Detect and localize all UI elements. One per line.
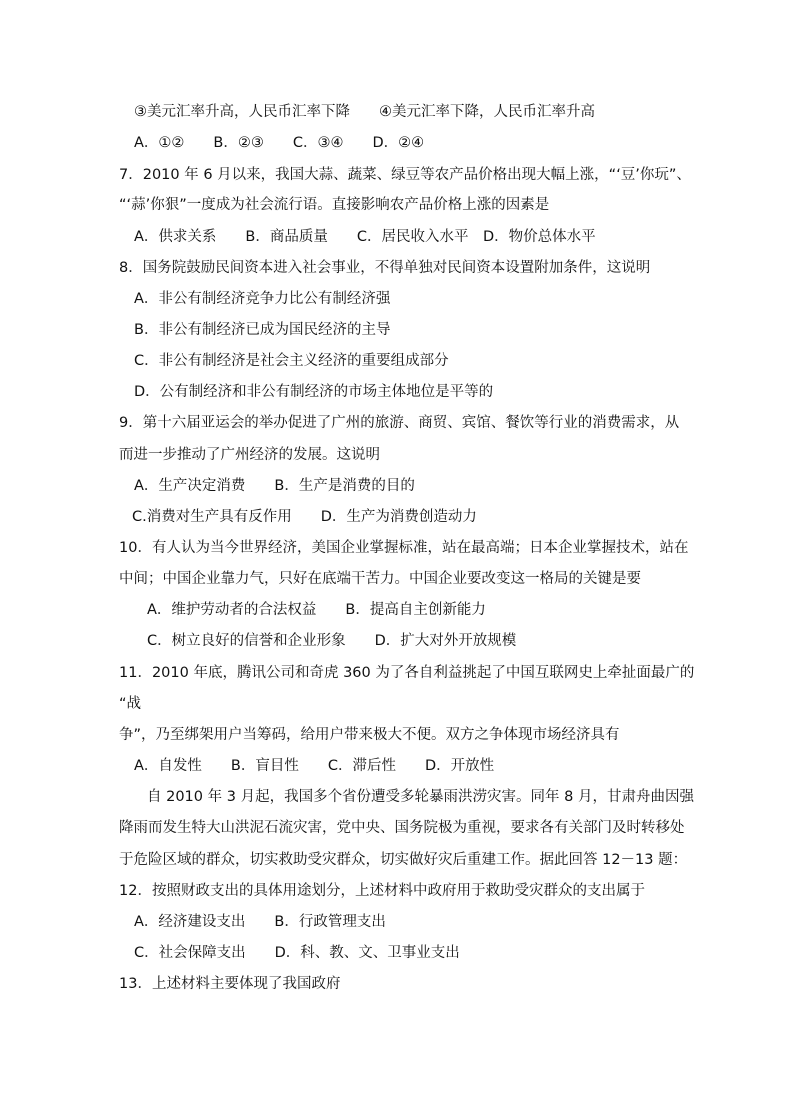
text-line: 12．按照财政支出的具体用途划分，上述材料中政府用于救助受灾群众的支出属于: [119, 883, 645, 899]
text-line: 13．上述材料主要体现了我国政府: [119, 976, 341, 992]
text-line: C．非公有制经济是社会主义经济的重要组成部分: [134, 353, 449, 369]
text-line: 中间；中国企业靠力气，只好在底端干苦力。中国企业要改变这一格局的关键是要: [119, 571, 641, 587]
text-line: A．经济建设支出 B．行政管理支出: [134, 914, 386, 930]
text-line: “‘蒜’你狠”一度成为社会流行语。直接影响农产品价格上涨的因素是: [119, 197, 550, 213]
text-line: A．生产决定消费 B．生产是消费的目的: [134, 478, 415, 494]
text-line: 于危险区域的群众，切实救助受灾群众，切实做好灾后重建工作。据此回答 12－13 题：: [119, 852, 688, 868]
text-line: A．维护劳动者的合法权益 B．提高自主创新能力: [147, 602, 486, 618]
text-line: 降雨而发生特大山洪泥石流灾害，党中央、国务院极为重视，要求各有关部门及时转移处: [119, 820, 685, 836]
text-line: 自 2010 年 3 月起，我国多个省份遭受多轮暴雨洪涝灾害。同年 8 月，甘肃舟曲因强: [147, 789, 695, 805]
text-line: C．树立良好的信誉和企业形象 D．扩大对外开放规模: [147, 633, 517, 649]
text-line: 8．国务院鼓励民间资本进入社会事业，不得单独对民间资本设置附加条件，这说明: [119, 260, 651, 276]
text-line: B．非公有制经济已成为国民经济的主导: [134, 322, 391, 338]
text-line: C．社会保障支出 D．科、教、文、卫事业支出: [134, 945, 460, 961]
text-line: 争”，乃至绑架用户当筹码，给用户带来极大不便。双方之争体现市场经济具有: [119, 727, 620, 743]
text-line: C.消费对生产具有反作用 D．生产为消费创造动力: [132, 509, 477, 525]
text-line: A．①② B．②③ C．③④ D．②④: [134, 135, 425, 151]
text-line: 11．2010 年底，腾讯公司和奇虎 360 为了各自利益挑起了中国互联网史上牵扯面最广的: [119, 665, 695, 681]
text-line: “战: [119, 696, 142, 712]
text-line: ③美元汇率升高，人民币汇率下降 ④美元汇率下降，人民币汇率升高: [134, 104, 595, 120]
text-line: 10．有人认为当今世界经济，美国企业掌握标准，站在最高端；日本企业掌握技术，站在: [119, 540, 689, 556]
text-line: 而进一步推动了广州经济的发展。这说明: [119, 447, 380, 463]
text-line: A．非公有制经济竞争力比公有制经济强: [134, 291, 391, 307]
text-line: A．供求关系 B．商品质量 C．居民收入水平 D．物价总体水平: [134, 229, 596, 245]
text-line: A．自发性 B．盲目性 C．滞后性 D．开放性: [134, 758, 495, 774]
text-line: D．公有制经济和非公有制经济的市场主体地位是平等的: [134, 384, 494, 400]
text-line: 9．第十六届亚运会的举办促进了广州的旅游、商贸、宾馆、餐饮等行业的消费需求，从: [119, 415, 680, 431]
text-line: 7．2010 年 6 月以来，我国大蒜、蔬菜、绿豆等农产品价格出现大幅上涨，“‘豆’你玩”、: [119, 167, 691, 183]
